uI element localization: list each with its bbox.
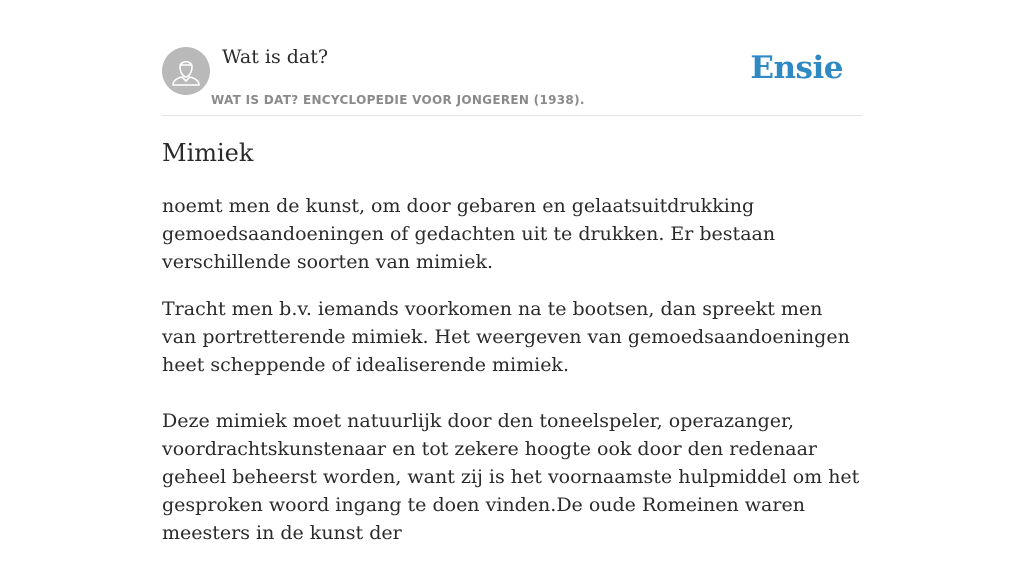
entry-body: [162, 192, 862, 566]
source-header: [162, 0, 862, 116]
entry-title: Mimiek: [162, 139, 254, 167]
avatar[interactable]: [162, 47, 210, 95]
user-icon: [162, 47, 210, 95]
source-subtitle: WAT IS DAT? ENCYCLOPEDIE VOOR JONGEREN (1938).: [211, 93, 585, 107]
entry-paragraph: Tracht men b.v. iemands voorkomen na te bootsen, dan spreekt men van portretterende mimiek. Het weergeven van gemoedsaandoeningen heet scheppende of idealiserende mimiek.: [162, 298, 850, 376]
entry-paragraph: Deze mimiek moet natuurlijk door den toneelspeler, operazanger, voordrachtskunstenaar en tot zekere hoogte ook door den redenaar geheel beheerst worden, want zij is het voornaamste hulpmiddel om het gesproken woord ingang te doen vinden.De oude Romeinen waren meesters in de kunst der: [162, 410, 860, 544]
entry-paragraph: noemt men de kunst, om door gebaren en gelaatsuitdrukking gemoedsaandoeningen of gedachten uit te drukken. Er bestaan verschillende soorten van mimiek.: [162, 195, 776, 273]
ensie-logo[interactable]: Ensie: [750, 50, 843, 86]
page: [162, 0, 862, 544]
source-title[interactable]: Wat is dat?: [222, 46, 329, 68]
